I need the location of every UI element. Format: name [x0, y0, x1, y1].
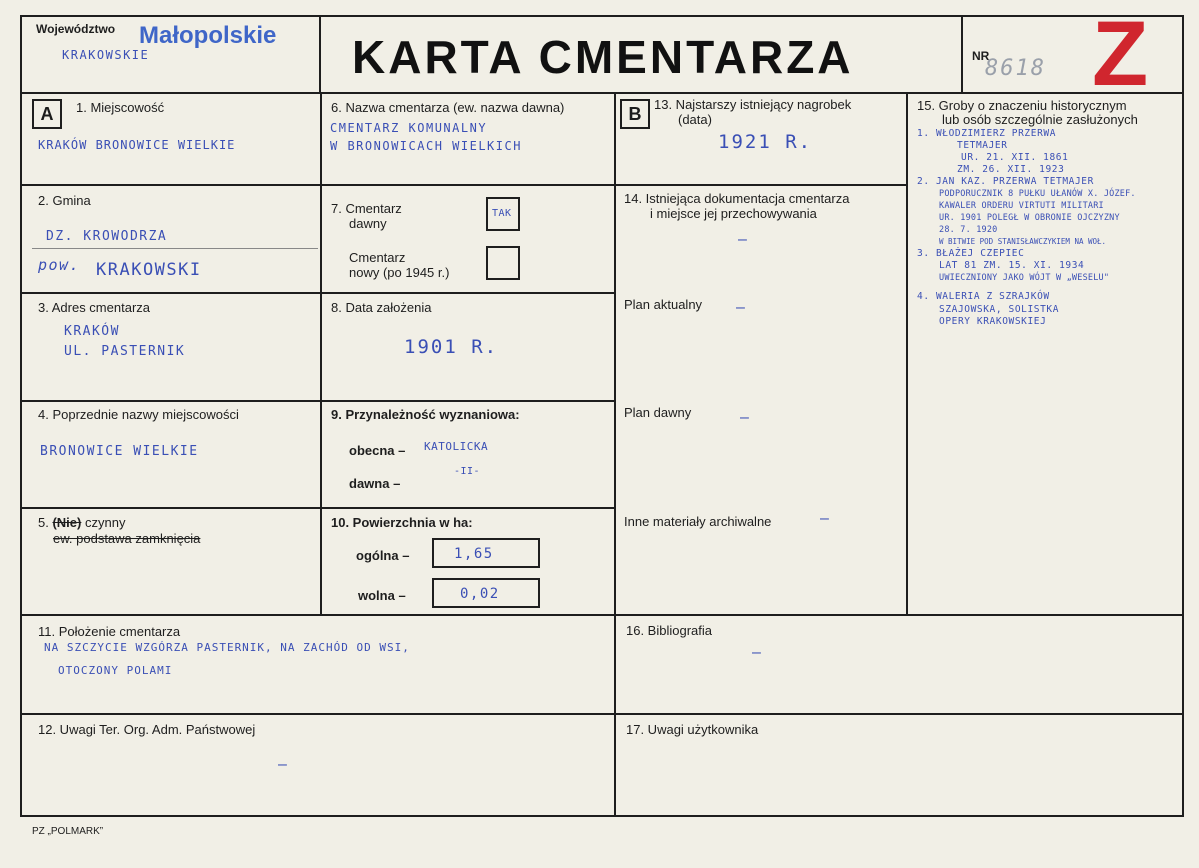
f11-label: 11. Położenie cmentarza [38, 624, 181, 639]
f16-value: – [752, 644, 761, 661]
f15-entry: 1. WŁODZIMIERZ PRZERWA [917, 128, 1057, 139]
f15-entry: KAWALER ORDERU VIRTUTI MILITARI [939, 201, 1104, 211]
f2-value1: DZ. KROWODRZA [46, 229, 168, 244]
f15-entry: UR. 21. XII. 1861 [961, 152, 1069, 163]
f17-label: 17. Uwagi użytkownika [626, 722, 759, 737]
f14-plan-aktualny: Plan aktualny [624, 297, 703, 312]
f5-sub-struck: ew. podstawa zamknięcia [53, 531, 201, 546]
wojewodztwo-handwritten: KRAKOWSKIE [62, 48, 150, 62]
vline-col1 [320, 92, 322, 616]
hline-6 [20, 713, 1184, 715]
f10-label: 10. Powierzchnia w ha: [331, 515, 473, 530]
f8-label: 8. Data założenia [331, 300, 432, 315]
hline-gmina-inner [32, 248, 318, 249]
f5-label-rest: czynny [84, 515, 126, 530]
f7-dawny-value: TAK [492, 208, 512, 219]
f3-label: 3. Adres cmentarza [38, 300, 150, 315]
f12-value: – [278, 756, 287, 773]
f15-entry: UR. 1901 POLEGŁ W OBRONIE OJCZYZNY [939, 213, 1120, 223]
f15-entry: 2. JAN KAZ. PRZERWA TETMAJER [917, 176, 1094, 187]
section-a-badge: A [32, 99, 62, 129]
f15-entry: 3. BŁAŻEJ CZEPIEC [917, 248, 1025, 259]
f15-entry: 4. WALERIA Z SZRAJKÓW [917, 291, 1050, 302]
f13-value: 1921 R. [718, 131, 813, 153]
f13-label1: 13. Najstarszy istniejący nagrobek [654, 97, 852, 112]
vline-col3 [906, 92, 908, 614]
f2-value2: KRAKOWSKI [96, 260, 202, 280]
f10-ogolna-value: 1,65 [454, 546, 494, 562]
hline-5 [20, 614, 1184, 616]
f9-dawna-value: -II- [454, 466, 481, 477]
nr-label: NR [972, 49, 990, 63]
f7-label-a1: 7. Cmentarz [331, 201, 402, 216]
category-mark: Z [1092, 3, 1149, 105]
printer-mark: PZ „POLMARK” [32, 826, 104, 837]
f6-line1: CMENTARZ KOMUNALNY [330, 121, 488, 135]
header-divider [20, 92, 1184, 94]
f4-value: BRONOWICE WIELKIE [40, 444, 199, 459]
f15-entry: UWIECZNIONY JAKO WÓJT W „WESELU" [939, 273, 1110, 283]
hline-1 [20, 184, 616, 186]
f14-value: – [738, 231, 747, 248]
f4-label: 4. Poprzednie nazwy miejscowości [38, 407, 239, 422]
f1-label: 1. Miejscowość [76, 100, 165, 115]
nr-value: 8618 [985, 56, 1046, 81]
f7-label-b2: nowy (po 1945 r.) [349, 265, 450, 280]
f14-inne: Inne materiały archiwalne [624, 514, 772, 529]
f15-entry: ZM. 26. XII. 1923 [957, 164, 1065, 175]
hline-3 [20, 400, 616, 402]
f11-line2: OTOCZONY POLAMI [58, 664, 173, 677]
header-vline-1 [319, 15, 321, 94]
f15-entry: TETMAJER [957, 140, 1008, 151]
f10-ogolna-label: ogólna – [356, 548, 410, 563]
f9-obecna-value: KATOLICKA [424, 440, 489, 453]
f10-wolna-label: wolna – [358, 588, 406, 603]
page-title: KARTA CMENTARZA [352, 31, 854, 83]
f9-obecna-label: obecna – [349, 443, 406, 458]
f14-plan-dawny-value: – [740, 409, 749, 426]
f11-line1: NA SZCZYCIE WZGÓRZA PASTERNIK, NA ZACHÓD OD WSI, [44, 641, 410, 654]
f14-label2: i miejsce jej przechowywania [650, 206, 817, 221]
f14-label1: 14. Istniejąca dokumentacja cmentarza [624, 191, 850, 206]
section-b-badge: B [620, 99, 650, 129]
f14-inne-value: – [820, 510, 829, 527]
f6-label: 6. Nazwa cmentarza (ew. nazwa dawna) [331, 100, 565, 115]
f9-label: 9. Przynależność wyznaniowa: [331, 407, 520, 422]
f5-label [38, 515, 125, 530]
f15-entry: 28. 7. 1920 [939, 225, 998, 235]
f3-line1: KRAKÓW [64, 324, 120, 339]
f10-wolna-value: 0,02 [460, 586, 500, 602]
f7-label-b1: Cmentarz [349, 250, 406, 265]
f14-plan-dawny: Plan dawny [624, 405, 692, 420]
f15-entry: SZAJOWSKA, SOLISTKA [939, 304, 1060, 315]
f13-label2: (data) [678, 112, 712, 127]
f15-label1: 15. Groby o znaczeniu historycznym [917, 98, 1127, 113]
f2-label: 2. Gmina [38, 193, 91, 208]
f14-plan-aktualny-value: – [736, 299, 745, 316]
f9-dawna-label: dawna – [349, 476, 401, 491]
f6-line2: W BRONOWICACH WIELKICH [330, 139, 522, 153]
f15-label2: lub osób szczególnie zasłużonych [942, 112, 1138, 127]
f15-entry: PODPORUCZNIK 8 PUŁKU UŁANÓW X. JÓZEF. [939, 189, 1136, 199]
f15-entries [917, 128, 1183, 338]
f15-entry: W BITWIE POD STANISŁAWCZYKIEM NA WOŁ. [939, 237, 1107, 246]
f7-label-a2: dawny [349, 216, 387, 231]
f3-line2: UL. PASTERNIK [64, 344, 186, 359]
hline-2 [20, 292, 616, 294]
wojewodztwo-stamp: Małopolskie [139, 22, 277, 49]
f5-label-prefix: 5. [38, 515, 49, 530]
f2-value2-prefix: pow. [38, 256, 81, 274]
f7-nowy-checkbox[interactable] [486, 246, 520, 280]
f15-entry: OPERY KRAKOWSKIEJ [939, 316, 1047, 327]
hline-4 [20, 507, 616, 509]
hline-14 [614, 184, 908, 186]
f1-value: KRAKÓW BRONOWICE WIELKIE [38, 138, 236, 152]
wojewodztwo-label: Województwo [36, 22, 116, 36]
f8-value: 1901 R. [404, 336, 499, 358]
f15-entry: LAT 81 ZM. 15. XI. 1934 [939, 260, 1085, 271]
f12-label: 12. Uwagi Ter. Org. Adm. Państwowej [38, 722, 256, 737]
f5-label-struck: (Nie) [52, 515, 82, 530]
vline-col2 [614, 92, 616, 817]
header-vline-2 [961, 15, 963, 94]
f16-label: 16. Bibliografia [626, 623, 712, 638]
